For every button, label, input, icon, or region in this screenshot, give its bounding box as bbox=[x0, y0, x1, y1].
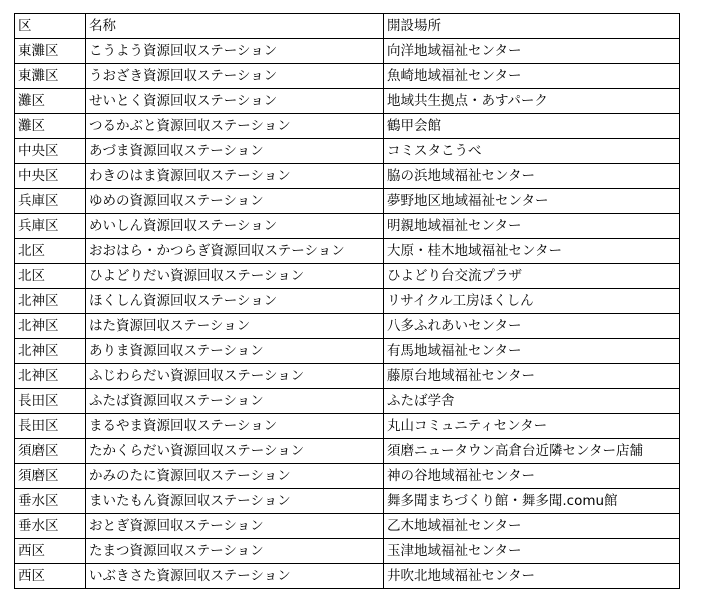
table-row bbox=[15, 239, 680, 264]
cell-ward: 長田区 bbox=[15, 414, 86, 439]
cell-venue: 大原・桂木地域福祉センター bbox=[384, 239, 680, 264]
table-row bbox=[15, 289, 680, 314]
cell-venue: 須磨ニュータウン高倉台近隣センター店舗 bbox=[384, 439, 680, 464]
table-row bbox=[15, 414, 680, 439]
cell-ward: 兵庫区 bbox=[15, 189, 86, 214]
cell-station-name: うおざき資源回収ステーション bbox=[86, 64, 384, 89]
cell-ward: 垂水区 bbox=[15, 489, 86, 514]
cell-venue: 舞多聞まちづくり館・舞多聞.comu館 bbox=[384, 489, 680, 514]
cell-venue: 乙木地域福祉センター bbox=[384, 514, 680, 539]
cell-ward: 灘区 bbox=[15, 114, 86, 139]
table-row bbox=[15, 214, 680, 239]
cell-station-name: せいとく資源回収ステーション bbox=[86, 89, 384, 114]
table-row bbox=[15, 564, 680, 589]
cell-venue: 井吹北地域福祉センター bbox=[384, 564, 680, 589]
header-ward: 区 bbox=[15, 14, 86, 39]
cell-venue: 藤原台地域福祉センター bbox=[384, 364, 680, 389]
cell-station-name: たまつ資源回収ステーション bbox=[86, 539, 384, 564]
table-row bbox=[15, 464, 680, 489]
cell-venue: 魚崎地域福祉センター bbox=[384, 64, 680, 89]
cell-station-name: わきのはま資源回収ステーション bbox=[86, 164, 384, 189]
cell-station-name: かみのたに資源回収ステーション bbox=[86, 464, 384, 489]
table-row bbox=[15, 339, 680, 364]
cell-venue: 夢野地区地域福祉センター bbox=[384, 189, 680, 214]
cell-ward: 北神区 bbox=[15, 289, 86, 314]
cell-venue: 明親地域福祉センター bbox=[384, 214, 680, 239]
table-row bbox=[15, 539, 680, 564]
cell-station-name: ゆめの資源回収ステーション bbox=[86, 189, 384, 214]
cell-station-name: まいたもん資源回収ステーション bbox=[86, 489, 384, 514]
table-body bbox=[15, 14, 680, 589]
cell-station-name: ひよどりだい資源回収ステーション bbox=[86, 264, 384, 289]
cell-venue: 有馬地域福祉センター bbox=[384, 339, 680, 364]
cell-venue: 神の谷地域福祉センター bbox=[384, 464, 680, 489]
cell-venue: 八多ふれあいセンター bbox=[384, 314, 680, 339]
cell-ward: 北区 bbox=[15, 264, 86, 289]
table-row bbox=[15, 389, 680, 414]
cell-station-name: ほくしん資源回収ステーション bbox=[86, 289, 384, 314]
cell-ward: 北区 bbox=[15, 239, 86, 264]
cell-venue: コミスタこうべ bbox=[384, 139, 680, 164]
cell-station-name: いぶきさた資源回収ステーション bbox=[86, 564, 384, 589]
cell-ward: 中央区 bbox=[15, 139, 86, 164]
table-row bbox=[15, 139, 680, 164]
table-row bbox=[15, 114, 680, 139]
cell-venue: リサイクル工房ほくしん bbox=[384, 289, 680, 314]
cell-ward: 須磨区 bbox=[15, 439, 86, 464]
recycling-stations-table bbox=[14, 13, 680, 589]
table-row bbox=[15, 164, 680, 189]
cell-ward: 中央区 bbox=[15, 164, 86, 189]
cell-ward: 灘区 bbox=[15, 89, 86, 114]
cell-venue: 地域共生拠点・あすパーク bbox=[384, 89, 680, 114]
cell-venue: 鶴甲会館 bbox=[384, 114, 680, 139]
header-name: 名称 bbox=[86, 14, 384, 39]
cell-ward: 北神区 bbox=[15, 364, 86, 389]
cell-ward: 長田区 bbox=[15, 389, 86, 414]
cell-ward: 北神区 bbox=[15, 339, 86, 364]
cell-ward: 東灘区 bbox=[15, 64, 86, 89]
table-row bbox=[15, 489, 680, 514]
cell-station-name: こうよう資源回収ステーション bbox=[86, 39, 384, 64]
cell-station-name: ふじわらだい資源回収ステーション bbox=[86, 364, 384, 389]
cell-station-name: ふたば資源回収ステーション bbox=[86, 389, 384, 414]
cell-station-name: たかくらだい資源回収ステーション bbox=[86, 439, 384, 464]
cell-ward: 西区 bbox=[15, 564, 86, 589]
cell-venue: 脇の浜地域福祉センター bbox=[384, 164, 680, 189]
table-row bbox=[15, 189, 680, 214]
table-header-row bbox=[15, 14, 680, 39]
cell-ward: 垂水区 bbox=[15, 514, 86, 539]
table-row bbox=[15, 514, 680, 539]
cell-station-name: つるかぶと資源回収ステーション bbox=[86, 114, 384, 139]
cell-station-name: あづま資源回収ステーション bbox=[86, 139, 384, 164]
cell-station-name: まるやま資源回収ステーション bbox=[86, 414, 384, 439]
cell-venue: 玉津地域福祉センター bbox=[384, 539, 680, 564]
cell-venue: 丸山コミュニティセンター bbox=[384, 414, 680, 439]
cell-ward: 北神区 bbox=[15, 314, 86, 339]
table-row bbox=[15, 314, 680, 339]
cell-venue: 向洋地域福祉センター bbox=[384, 39, 680, 64]
header-venue: 開設場所 bbox=[384, 14, 680, 39]
table-row bbox=[15, 89, 680, 114]
table-row bbox=[15, 364, 680, 389]
table-row bbox=[15, 264, 680, 289]
cell-station-name: おおはら・かつらぎ資源回収ステーション bbox=[86, 239, 384, 264]
table-row bbox=[15, 39, 680, 64]
cell-ward: 西区 bbox=[15, 539, 86, 564]
cell-ward: 兵庫区 bbox=[15, 214, 86, 239]
cell-venue: ひよどり台交流プラザ bbox=[384, 264, 680, 289]
cell-station-name: めいしん資源回収ステーション bbox=[86, 214, 384, 239]
table-row bbox=[15, 439, 680, 464]
cell-station-name: はた資源回収ステーション bbox=[86, 314, 384, 339]
cell-station-name: ありま資源回収ステーション bbox=[86, 339, 384, 364]
cell-venue: ふたば学舎 bbox=[384, 389, 680, 414]
cell-ward: 東灘区 bbox=[15, 39, 86, 64]
cell-ward: 須磨区 bbox=[15, 464, 86, 489]
table-row bbox=[15, 64, 680, 89]
cell-station-name: おとぎ資源回収ステーション bbox=[86, 514, 384, 539]
